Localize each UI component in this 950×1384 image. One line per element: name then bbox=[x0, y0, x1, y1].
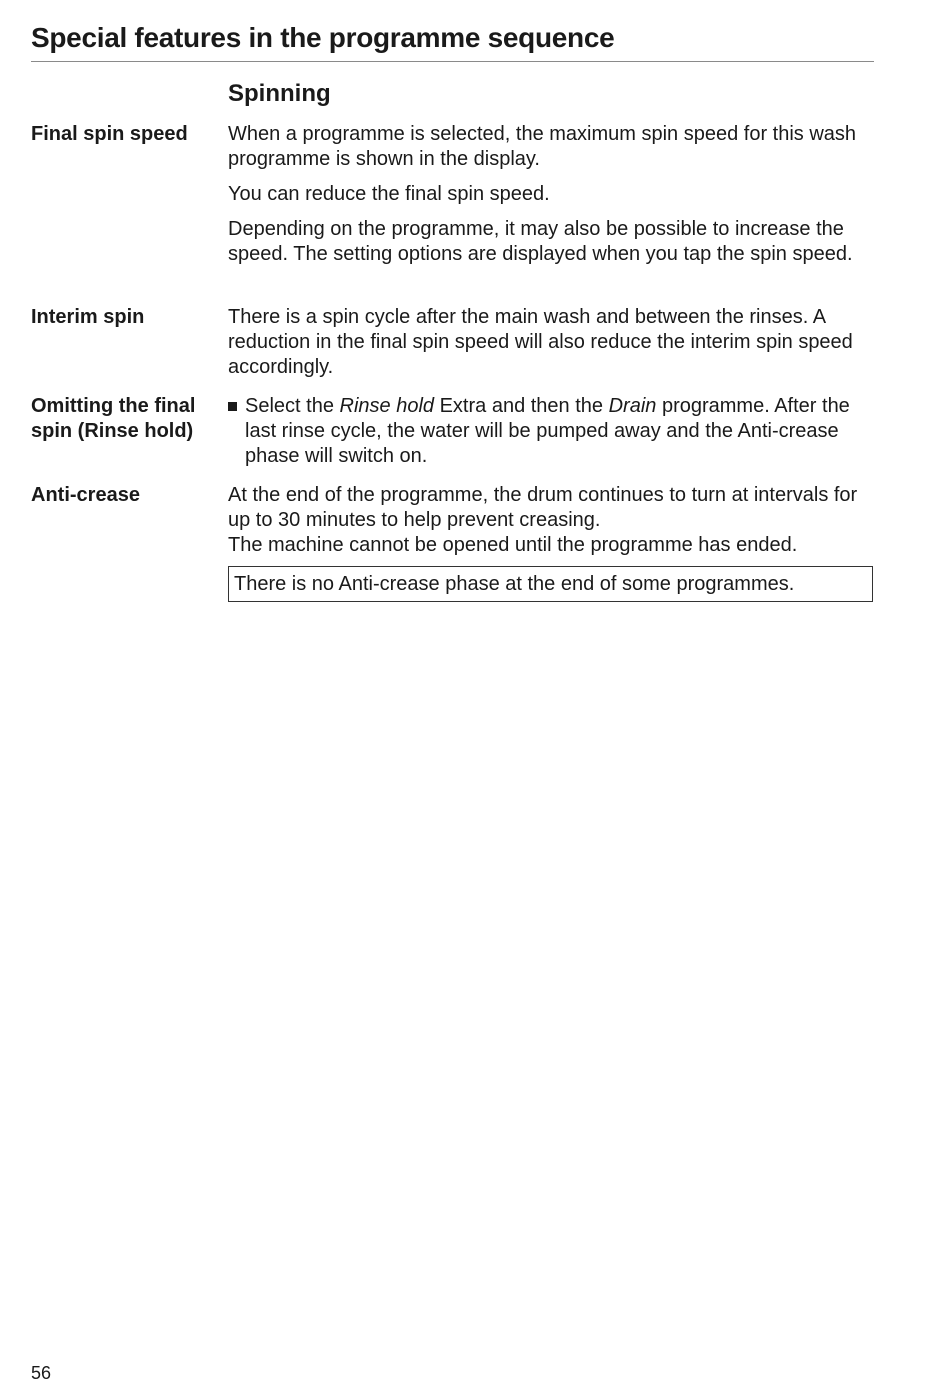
final-spin-speed-label: Final spin speed bbox=[31, 123, 188, 145]
anti-crease-label: Anti-crease bbox=[31, 484, 140, 506]
section-heading: Spinning bbox=[228, 80, 331, 107]
anti-crease-note-box: There is no Anti-crease phase at the end of some programmes. bbox=[228, 566, 873, 602]
title-divider bbox=[31, 61, 874, 62]
omitting-final-spin-bullet bbox=[228, 394, 883, 469]
interim-spin-para-1: There is a spin cycle after the main wash and between the rinses. A reduction in the final spin speed will also reduce the interim spin speed accordingly. bbox=[228, 306, 853, 378]
final-spin-speed-para-3: Depending on the programme, it may also be possible to increase the speed. The setting options are displayed when you tap the spin speed. bbox=[228, 218, 853, 265]
bullet-text-part-1: Select the bbox=[245, 395, 340, 417]
bullet-square-icon bbox=[228, 402, 237, 411]
omitting-final-spin-label: Omitting the final spin (Rinse hold) bbox=[31, 395, 196, 442]
anti-crease-para-1: At the end of the programme, the drum continues to turn at intervals for up to 30 minutes to help prevent creasing. bbox=[228, 484, 858, 531]
rinse-hold-term: Rinse hold bbox=[339, 395, 435, 417]
bullet-text bbox=[245, 394, 883, 469]
final-spin-speed-para-1: When a programme is selected, the maximum spin speed for this wash programme is shown in the display. bbox=[228, 123, 857, 170]
page-title: Special features in the programme sequence bbox=[31, 22, 615, 53]
final-spin-speed-body bbox=[228, 122, 883, 267]
bullet-text-part-3: programme. After the last rinse cycle, the water will be pumped away and the Anti-crease phase will switch on. bbox=[245, 395, 850, 467]
drain-term: Drain bbox=[608, 395, 657, 417]
interim-spin-body bbox=[228, 305, 883, 380]
final-spin-speed-para-2: You can reduce the final spin speed. bbox=[228, 183, 550, 205]
anti-crease-body bbox=[228, 483, 883, 558]
interim-spin-label: Interim spin bbox=[31, 306, 145, 328]
anti-crease-para-2: The machine cannot be opened until the programme has ended. bbox=[228, 534, 798, 556]
page-number: 56 bbox=[31, 1363, 52, 1383]
bullet-text-part-2: Extra and then the bbox=[434, 395, 609, 417]
